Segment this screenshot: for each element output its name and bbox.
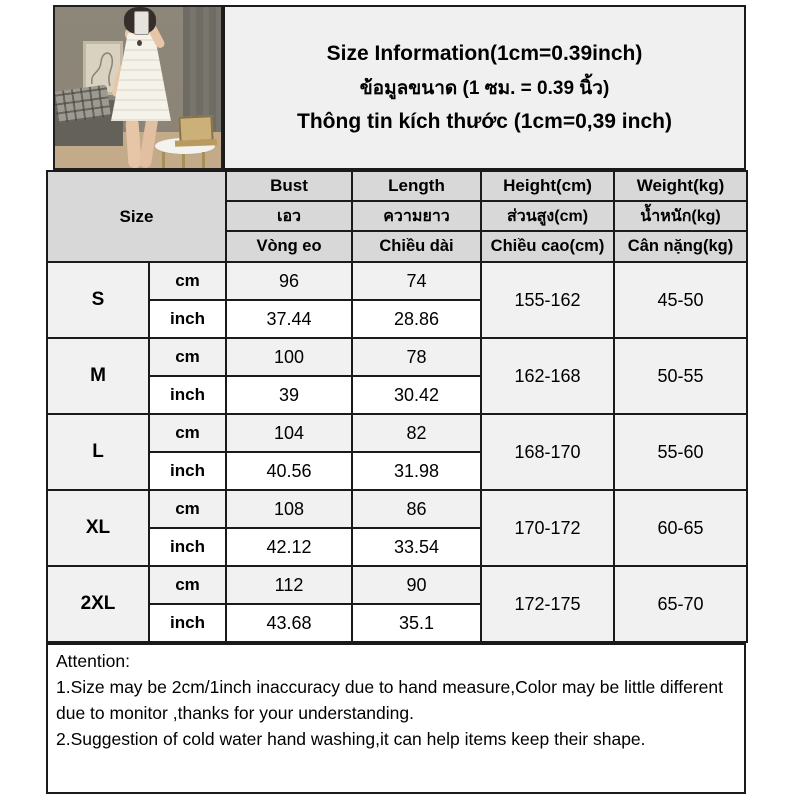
weight-range: 45-50 [614, 262, 747, 338]
height-range: 172-175 [481, 566, 614, 642]
header-bust-vi: Vòng eo [226, 231, 352, 262]
bust-value: 96 [226, 262, 352, 300]
unit-label: inch [149, 452, 226, 490]
attention-line-1: 1.Size may be 2cm/1inch inaccuracy due to hand measure,Color may be little different due to monitor ,thanks for your understanding. [56, 677, 723, 723]
bust-value: 100 [226, 338, 352, 376]
attention-title: Attention: [56, 651, 130, 671]
size-chart-sheet [46, 5, 746, 794]
size-label: S [47, 262, 149, 338]
height-range: 170-172 [481, 490, 614, 566]
attention-line-2: 2.Suggestion of cold water hand washing,it can help items keep their shape. [56, 729, 646, 749]
length-value: 33.54 [352, 528, 481, 566]
side-table-leg [182, 154, 185, 168]
size-label: 2XL [47, 566, 149, 642]
header-weight-en: Weight(kg) [614, 171, 747, 201]
length-value: 86 [352, 490, 481, 528]
unit-label: cm [149, 490, 226, 528]
header-length-vi: Chiều dài [352, 231, 481, 262]
height-range: 155-162 [481, 262, 614, 338]
title-box [223, 5, 746, 170]
title-vietnamese: Thông tin kích thước (1cm=0,39 inch) [297, 109, 672, 133]
header-height-en: Height(cm) [481, 171, 614, 201]
title-english: Size Information(1cm=0.39inch) [326, 41, 643, 65]
header-length-en: Length [352, 171, 481, 201]
side-table-leg [202, 152, 205, 168]
unit-label: cm [149, 566, 226, 604]
product-photo [53, 5, 223, 170]
length-value: 90 [352, 566, 481, 604]
weight-range: 50-55 [614, 338, 747, 414]
unit-label: cm [149, 338, 226, 376]
side-table-leg [162, 152, 165, 168]
height-range: 168-170 [481, 414, 614, 490]
size-label: L [47, 414, 149, 490]
header-weight-th: น้ำหนัก(kg) [614, 201, 747, 231]
header-length-th: ความยาว [352, 201, 481, 231]
length-value: 74 [352, 262, 481, 300]
unit-label: cm [149, 262, 226, 300]
size-table [46, 170, 748, 643]
bust-value: 42.12 [226, 528, 352, 566]
bust-value: 40.56 [226, 452, 352, 490]
length-value: 31.98 [352, 452, 481, 490]
top-strip [46, 5, 746, 170]
length-value: 78 [352, 338, 481, 376]
weight-range: 65-70 [614, 566, 747, 642]
bust-value: 108 [226, 490, 352, 528]
header-weight-vi: Cân nặng(kg) [614, 231, 747, 262]
height-range: 162-168 [481, 338, 614, 414]
weight-range: 55-60 [614, 414, 747, 490]
smartphone [134, 11, 149, 35]
weight-range: 60-65 [614, 490, 747, 566]
unit-label: inch [149, 376, 226, 414]
header-bust-en: Bust [226, 171, 352, 201]
bust-value: 104 [226, 414, 352, 452]
bust-value: 112 [226, 566, 352, 604]
bust-value: 39 [226, 376, 352, 414]
attention-box [46, 643, 746, 794]
length-value: 35.1 [352, 604, 481, 642]
header-height-th: ส่วนสูง(cm) [481, 201, 614, 231]
length-value: 28.86 [352, 300, 481, 338]
unit-label: inch [149, 528, 226, 566]
unit-label: cm [149, 414, 226, 452]
bust-value: 43.68 [226, 604, 352, 642]
header-height-vi: Chiều cao(cm) [481, 231, 614, 262]
header-bust-th: เอว [226, 201, 352, 231]
unit-label: inch [149, 604, 226, 642]
unit-label: inch [149, 300, 226, 338]
length-value: 30.42 [352, 376, 481, 414]
necklace [137, 40, 142, 46]
title-thai: ข้อมูลขนาด (1 ซม. = 0.39 นิ้ว) [359, 77, 610, 99]
size-label: M [47, 338, 149, 414]
bust-value: 37.44 [226, 300, 352, 338]
length-value: 82 [352, 414, 481, 452]
size-label: XL [47, 490, 149, 566]
corner-size-label: Size [47, 171, 226, 262]
